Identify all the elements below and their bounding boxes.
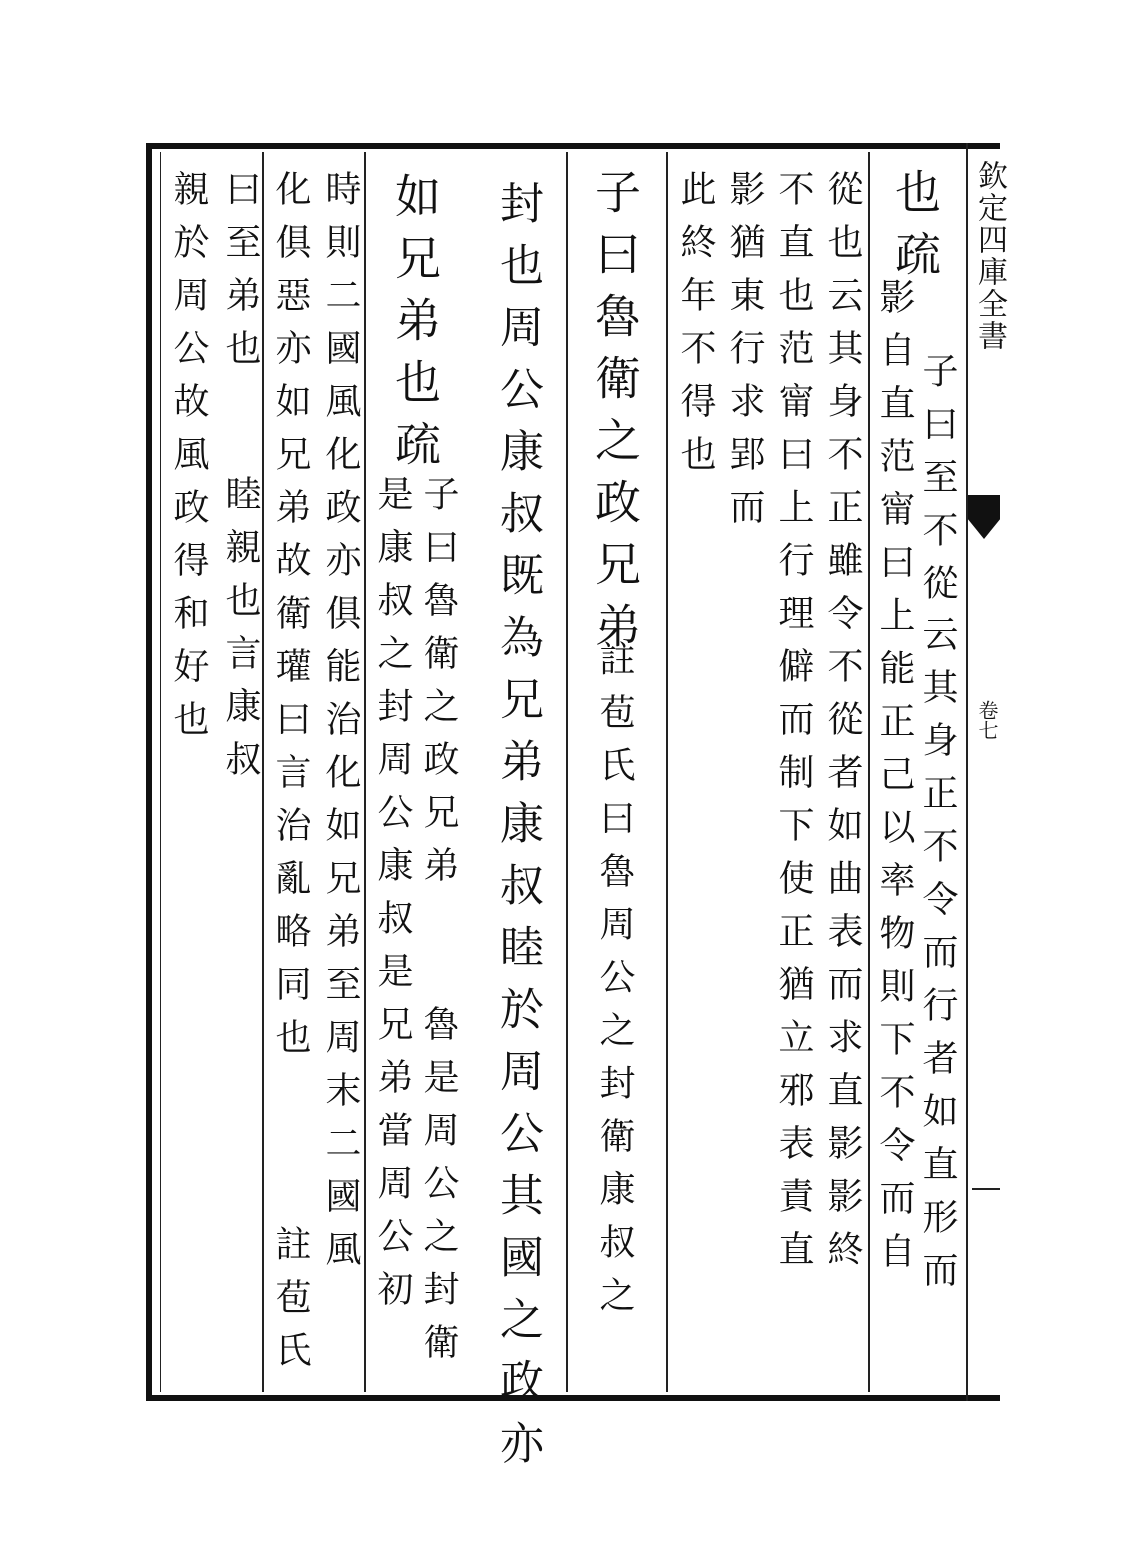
column-rule	[666, 152, 668, 1392]
text-column-6: 此終年不得也	[675, 170, 716, 488]
column-rule	[262, 152, 264, 1392]
juan-number: 卷七	[975, 700, 999, 740]
column-rule	[364, 152, 366, 1392]
book-title: 欽定四庫全書	[972, 160, 1007, 352]
text-column-9-main: 如兄弟也疏	[388, 172, 442, 482]
text-column-12: 時則二國風化政亦俱能治化如兄弟至周末二國風	[320, 170, 361, 1283]
text-column-14-a: 曰至弟也	[220, 170, 261, 382]
text-column-13-a: 化俱惡亦如兄弟故衛瓘曰言治亂略同也	[270, 170, 311, 1071]
text-column-4: 不直也范甯曰上行理僻而制下使正猶立邪表責直	[773, 170, 814, 1283]
text-column-10-note-a: 子曰魯衛之政兄弟	[418, 475, 459, 899]
text-column-3: 從也云其身不正雖令不從者如曲表而求直影影終	[822, 170, 863, 1283]
text-column-14-b: 睦親也言康叔	[220, 475, 261, 793]
margin-divider	[972, 1188, 1000, 1190]
column-rule	[868, 152, 870, 1392]
text-column-5: 影猶東行求郢而	[724, 170, 765, 541]
text-column-8: 封也周公康叔既為兄弟康叔睦於周公其國之政亦	[492, 180, 543, 1482]
text-column-10-note-b: 魯是周公之封衛	[418, 1005, 459, 1376]
text-column-11: 是康叔之封周公康叔是兄弟當周公初	[372, 475, 413, 1323]
inner-border-rule	[160, 152, 161, 1392]
text-column-1-main: 也疏	[888, 168, 942, 292]
text-column-1-note-b: 云其身正不令而行者如直形而	[917, 615, 958, 1304]
text-column-7-main: 子曰魯衛之政兄弟	[588, 168, 642, 664]
text-column-7-note: 註苞氏曰魯周公之封衛康叔之	[594, 640, 635, 1329]
text-column-1-note-a: 子曰至不從	[917, 352, 958, 617]
text-column-15: 親於周公故風政得和好也	[168, 170, 209, 753]
text-column-13-b: 註苞氏	[270, 1225, 311, 1384]
text-column-2: 影自直范甯曰上能正己以率物則下不令而自	[874, 278, 915, 1285]
column-rule	[566, 152, 568, 1392]
